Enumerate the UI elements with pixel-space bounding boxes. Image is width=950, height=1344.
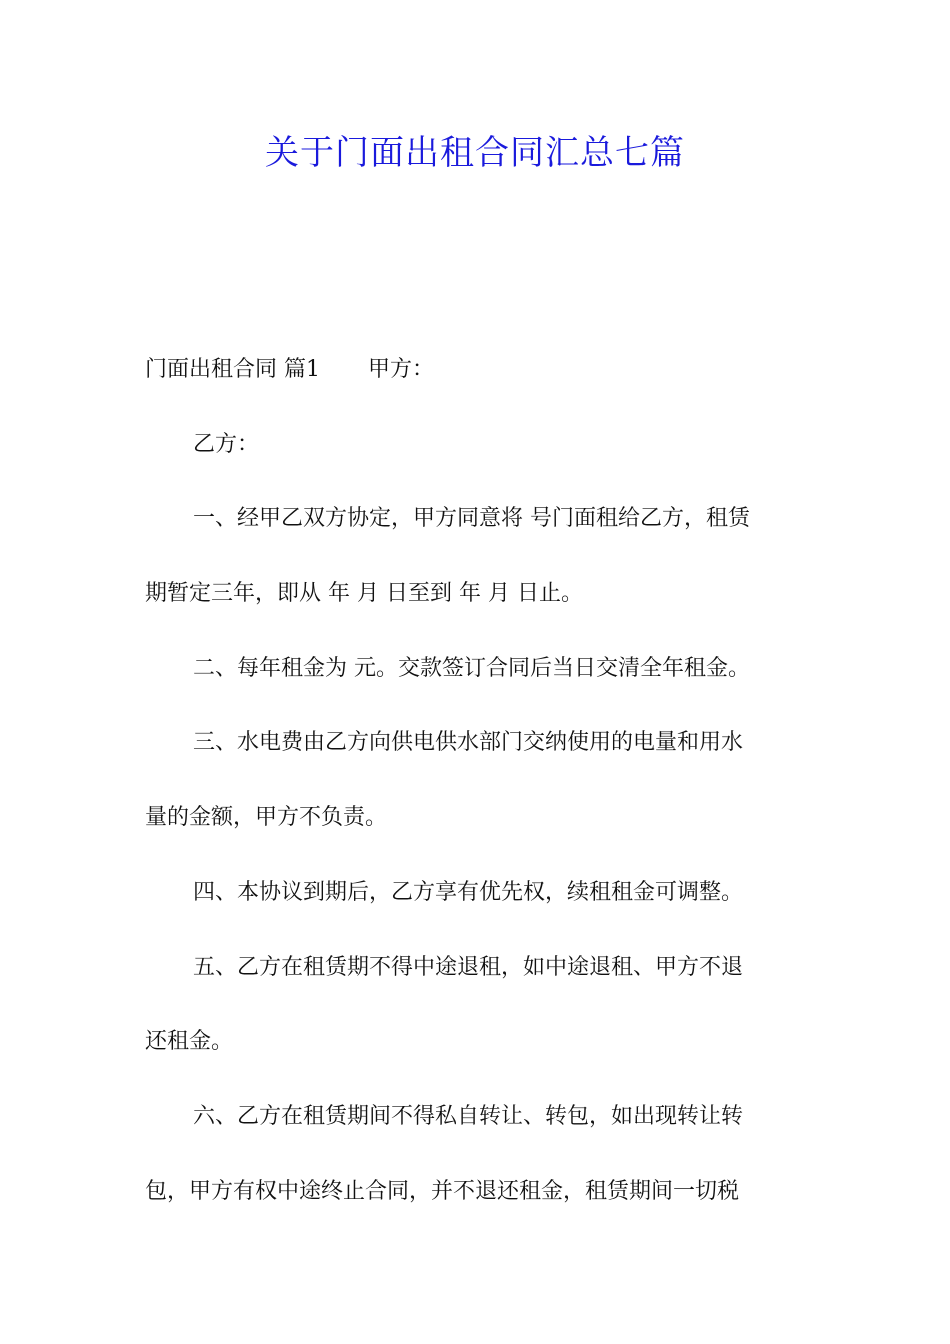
clause-5-line-1: 五、乙方在租赁期不得中途退租，如中途退租、甲方不退	[193, 954, 744, 980]
clause-2-line-1: 二、每年租金为 元。交款签订合同后当日交清全年租金。	[193, 655, 750, 681]
section-heading-line	[145, 333, 805, 408]
clause-3-line-1: 三、水电费由乙方向供电供水部门交纳使用的电量和用水	[193, 730, 744, 756]
clause-6-line-1: 六、乙方在租赁期间不得私自转让、转包，如出现转让转	[193, 1103, 744, 1129]
party-b-label: 乙方：	[193, 431, 260, 457]
document-title: 关于门面出租合同汇总七篇	[265, 133, 685, 173]
clause-1-line-1: 一、经甲乙双方协定，甲方同意将 号门面租给乙方，租赁	[193, 506, 750, 532]
clause-6-line-2: 包，甲方有权中途终止合同，并不退还租金，租赁期间一切税	[145, 1178, 740, 1204]
clause-1-line-2: 期暂定三年，即从 年 月 日至到 年 月 日止。	[145, 581, 583, 607]
clause-4-line-1: 四、本协议到期后，乙方享有优先权，续租租金可调整。	[193, 879, 744, 905]
document-body	[145, 333, 805, 1229]
party-a-label: 甲方：	[368, 357, 435, 382]
clause-5-line-2: 还租金。	[145, 1029, 234, 1055]
section-heading: 门面出租合同 篇1	[145, 357, 320, 382]
clause-3-line-2: 量的金额，甲方不负责。	[145, 805, 388, 831]
